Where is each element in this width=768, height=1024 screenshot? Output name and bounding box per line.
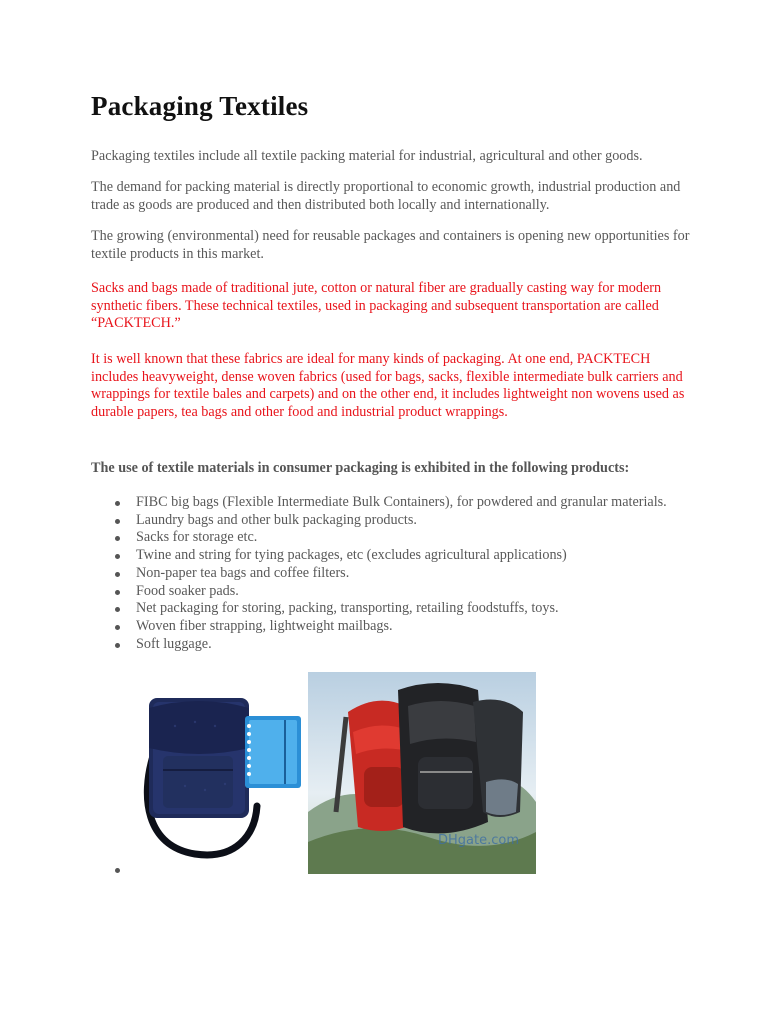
backpacks-illustration [308,672,536,874]
backpacks-image [308,672,536,874]
watermark-text: DHgate.com [438,833,519,848]
bullet-icon [115,554,120,559]
list-item: Twine and string for tying packages, etc (excludes agricultural applications) [91,547,691,565]
bullet-icon [115,625,120,630]
bullet-icon [115,590,120,595]
bold-heading: The use of textile materials in consumer packaging is exhibited in the following products: [91,460,630,476]
list-item: Soft luggage. [91,636,691,654]
bullet-icon [115,501,120,506]
list-item: Sacks for storage etc. [91,529,691,547]
bullet-icon [115,607,120,612]
bullet-icon [115,519,120,524]
list-item: Woven fiber strapping, lightweight mailbags. [91,618,691,636]
list-item: Laundry bags and other bulk packaging products. [91,512,691,530]
list-item: FIBC big bags (Flexible Intermediate Bulk Containers), for powdered and granular materials. [91,494,691,512]
page-title: Packaging Textiles [91,91,309,121]
red-paragraph-1: Sacks and bags made of traditional jute, cotton or natural fiber are gradually casting way for modern synthetic fibers. These technical textiles, used in packaging and subsequent transportation are called “PACKTECH.” [91,280,662,331]
product-list [91,494,691,653]
paragraph-2: The demand for packing material is directly proportional to economic growth, industrial production and trade as goods are produced and then distributed both locally and internationally. [91,179,681,213]
list-item: Non-paper tea bags and coffee filters. [91,565,691,583]
shoulder-bag-image [135,686,305,874]
bullet-icon [115,536,120,541]
paragraph-1: Packaging textiles include all textile packing material for industrial, agricultural and other goods. [91,148,643,164]
list-item: Net packaging for storing, packing, transporting, retailing foodstuffs, toys. [91,600,691,618]
shoulder-bag-illustration [135,686,305,874]
paragraph-3: The growing (environmental) need for reusable packages and containers is opening new opportunities for textile products in this market. [91,228,690,262]
red-paragraph-2: It is well known that these fabrics are ideal for many kinds of packaging. At one end, PACKTECH includes heavyweight, dense woven fabrics (used for bags, sacks, flexible intermediate bulk carriers and wrappings for textile bales and carpets) and on the other end, it includes lightweight non wovens used as durable papers, tea bags and other food and industrial product wrappings. [91,351,685,420]
bullet-icon [115,868,120,873]
bullet-icon [115,572,120,577]
bullet-icon [115,643,120,648]
list-item: Food soaker pads. [91,583,691,601]
